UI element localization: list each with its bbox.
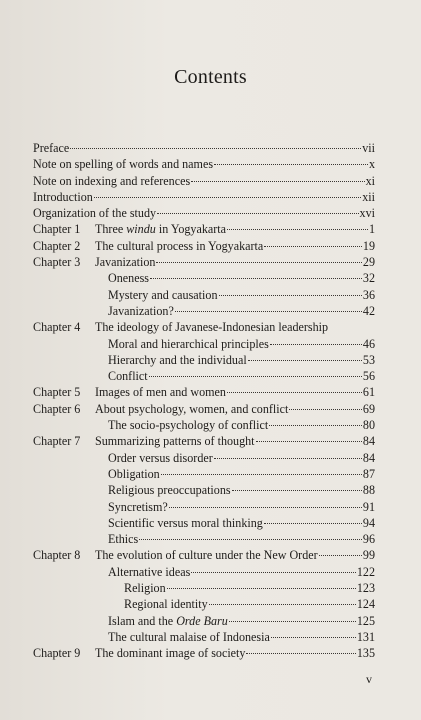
- entry-page-number: 1: [368, 222, 375, 237]
- entry-title: Order versus disorder: [108, 450, 213, 465]
- entry-page-number: xii: [362, 189, 375, 204]
- entry-title: Summarizing patterns of thought: [95, 434, 255, 449]
- entry-title: The socio-psychology of conflict: [108, 418, 269, 433]
- dot-leader: [214, 458, 362, 459]
- dot-leader: [157, 213, 358, 214]
- toc-entry: [33, 417, 375, 433]
- dot-leader: [269, 425, 362, 426]
- toc-entry: [33, 303, 375, 319]
- entry-title: About psychology, women, and conflict: [95, 401, 289, 416]
- dot-leader: [219, 295, 362, 296]
- entry-page-number: x: [368, 157, 375, 172]
- toc-entry: [33, 287, 375, 303]
- entry-title: Organization of the study: [33, 206, 157, 221]
- page-title: Contents: [174, 66, 247, 88]
- entry-page-number: 61: [362, 385, 375, 400]
- dot-leader: [70, 148, 361, 149]
- entry-page-number: xi: [365, 173, 375, 188]
- chapter-number: Chapter 2: [33, 238, 81, 253]
- toc-entry: [33, 384, 375, 400]
- entry-page-number: 42: [362, 303, 375, 318]
- toc-entry: [33, 580, 375, 596]
- toc-entry: [33, 140, 375, 156]
- entry-title: Note on spelling of words and names: [33, 157, 214, 172]
- entry-page-number: 131: [356, 629, 375, 644]
- dot-leader: [156, 262, 361, 263]
- entry-page-number: vii: [362, 141, 375, 155]
- entry-page-number: 84: [362, 450, 375, 465]
- dot-leader: [209, 604, 356, 605]
- chapter-number: Chapter 1: [33, 222, 81, 237]
- dot-leader: [191, 572, 356, 573]
- entry-page-number: 122: [356, 564, 375, 579]
- entry-title: Religion: [124, 581, 166, 596]
- toc-entry: [33, 270, 375, 286]
- entry-title: Alternative ideas: [108, 564, 191, 579]
- toc-entry: [33, 319, 375, 335]
- toc-entry: [33, 499, 375, 515]
- entry-page-number: 125: [356, 613, 375, 628]
- toc-entry: [33, 189, 375, 205]
- entry-page-number: 32: [362, 271, 375, 286]
- toc-entry: [33, 515, 375, 531]
- dot-leader: [139, 539, 362, 540]
- entry-title: Introduction: [33, 189, 93, 204]
- toc-entry: [33, 482, 375, 498]
- dot-leader: [264, 246, 362, 247]
- toc-entry: [33, 466, 375, 482]
- dot-leader: [232, 490, 362, 491]
- dot-leader: [191, 181, 364, 182]
- dot-leader: [256, 441, 362, 442]
- toc-entry: [33, 336, 375, 352]
- dot-leader: [248, 360, 362, 361]
- entry-title: The cultural process in Yogyakarta: [95, 238, 264, 253]
- dot-leader: [167, 588, 356, 589]
- entry-title: Islam and the Orde Baru: [108, 613, 228, 628]
- chapter-number: Chapter 6: [33, 401, 81, 416]
- dot-leader: [149, 376, 362, 377]
- toc-entry: [33, 433, 375, 449]
- table-of-contents: [33, 140, 375, 662]
- entry-title: Conflict: [108, 369, 148, 384]
- dot-leader: [227, 229, 368, 230]
- entry-title: Syncretism?: [108, 499, 168, 514]
- entry-page-number: 53: [362, 352, 375, 367]
- entry-page-number: 36: [362, 287, 375, 302]
- toc-entry: [33, 547, 375, 563]
- toc-entry: [33, 401, 375, 417]
- entry-title: Hierarchy and the individual: [108, 352, 247, 367]
- entry-page-number: 69: [362, 401, 375, 416]
- dot-leader: [175, 311, 362, 312]
- toc-entry: [33, 173, 375, 189]
- entry-page-number: 46: [362, 336, 375, 351]
- entry-page-number: 80: [362, 418, 375, 433]
- toc-entry: [33, 156, 375, 172]
- toc-entry: [33, 254, 375, 270]
- toc-entry: [33, 238, 375, 254]
- entry-title: Regional identity: [124, 597, 208, 612]
- entry-title: The dominant image of society: [95, 646, 246, 661]
- entry-page-number: 88: [362, 483, 375, 498]
- chapter-number: Chapter 3: [33, 255, 81, 270]
- toc-entry: [33, 221, 375, 237]
- dot-leader: [289, 409, 362, 410]
- toc-entry: [33, 629, 375, 645]
- toc-entry: [33, 564, 375, 580]
- dot-leader: [270, 344, 362, 345]
- dot-leader: [319, 555, 362, 556]
- entry-title: Oneness: [108, 271, 149, 286]
- entry-page-number: 87: [362, 466, 375, 481]
- toc-entry: [33, 352, 375, 368]
- entry-title: Javanization?: [108, 303, 174, 318]
- entry-title: Scientific versus moral thinking: [108, 515, 263, 530]
- entry-page-number: 99: [362, 548, 375, 563]
- entry-title: Obligation: [108, 466, 160, 481]
- toc-entry: [33, 368, 375, 384]
- toc-entry: [33, 205, 375, 221]
- dot-leader: [169, 507, 362, 508]
- chapter-number: Chapter 4: [33, 320, 81, 335]
- entry-page-number: 56: [362, 369, 375, 384]
- entry-page-number: 19: [362, 238, 375, 253]
- dot-leader: [227, 392, 362, 393]
- entry-page-number: 84: [362, 434, 375, 449]
- dot-leader: [161, 474, 362, 475]
- entry-page-number: 124: [356, 597, 375, 612]
- toc-entry: [33, 531, 375, 547]
- chapter-number: Chapter 8: [33, 548, 81, 563]
- entry-title: Mystery and causation: [108, 287, 218, 302]
- chapter-number: Chapter 7: [33, 434, 81, 449]
- entry-title: Three windu in Yogyakarta: [95, 222, 227, 237]
- page-number: v: [366, 672, 372, 686]
- entry-page-number: 91: [362, 499, 375, 514]
- entry-page-number: xvi: [359, 206, 375, 221]
- dot-leader: [94, 197, 361, 198]
- dot-leader: [214, 164, 368, 165]
- dot-leader: [264, 523, 362, 524]
- entry-page-number: 96: [362, 532, 375, 547]
- entry-title: The evolution of culture under the New Order: [95, 548, 318, 563]
- dot-leader: [229, 621, 356, 622]
- entry-title: Images of men and women: [95, 385, 226, 400]
- entry-page-number: 123: [356, 581, 375, 596]
- toc-entry: [33, 613, 375, 629]
- entry-title: Religious preoccupations: [108, 483, 231, 498]
- dot-leader: [150, 278, 362, 279]
- chapter-number: Chapter 9: [33, 646, 81, 661]
- entry-title: The ideology of Javanese-Indonesian leadership: [95, 320, 329, 335]
- entry-title: Note on indexing and references: [33, 173, 191, 188]
- toc-entry: [33, 596, 375, 612]
- entry-title: Moral and hierarchical principles: [108, 336, 269, 351]
- toc-entry: [33, 645, 375, 661]
- entry-title: The cultural malaise of Indonesia: [108, 629, 270, 644]
- entry-page-number: 29: [362, 255, 375, 270]
- dot-leader: [246, 653, 355, 654]
- entry-title: Javanization: [95, 255, 156, 270]
- entry-title: Ethics: [108, 532, 139, 547]
- entry-title: Preface: [33, 141, 70, 155]
- chapter-number: Chapter 5: [33, 385, 81, 400]
- dot-leader: [271, 637, 356, 638]
- toc-entry: [33, 450, 375, 466]
- entry-page-number: 94: [362, 515, 375, 530]
- entry-page-number: 135: [356, 646, 375, 661]
